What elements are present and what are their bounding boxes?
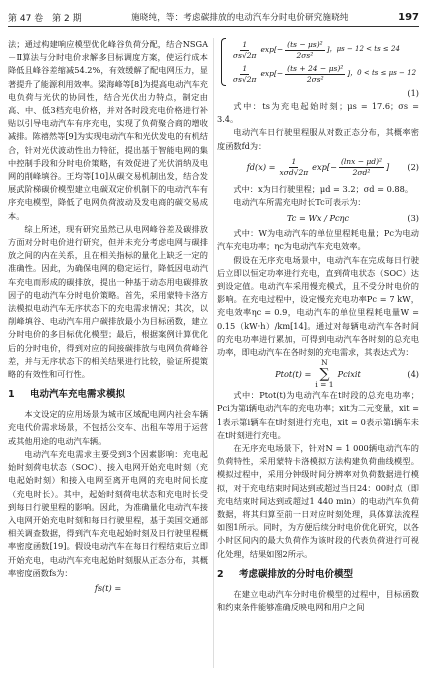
paragraph: 式中：x为日行驶里程；μd = 3.2；σd = 0.88。 [233, 183, 414, 194]
paragraph: 电动汽车所需充电时长Tc可表示为： [233, 197, 366, 208]
equation-1-number-row [217, 88, 419, 100]
section-heading-2 [217, 568, 419, 582]
paragraph: 式中：Ptot(t)为电动汽车在t时段的总充电功率；Pci为第i辆电动汽车的充电功率；xit为二元变量，xit = 1表示第i辆车在t时刻进行充电，xit = 0表示第i辆车未在t时刻进行充电。 [217, 390, 419, 440]
paragraph: 电动汽车充电需求主要受到3个因素影响：充电起始时刻荷电状态（SOC）、接入电网开始充电时刻（充电起始时刻）和接入电网至离开电网的充电时间长度（充电时长）。其中，起始时刻荷电状态和充电时长受到每日行驶里程的影响。因此，为准确量化电动汽车接入电网开始充电时刻和每日行驶里程，基于美国交通部相关调查数据，得到汽车充电起始时刻及日行驶里程概率密度函数[19]。假设电动汽车在每日行程结束后立即开始充电，电动汽车充电起始时刻服从正态分布，其概率密度函数fs为： [8, 448, 208, 578]
section-title: 考虑碳排放的分时电价模型 [239, 568, 354, 580]
fraction-denominator: σs√2π [233, 50, 257, 60]
section-number: 2 [217, 568, 224, 580]
piecewise-brace [221, 38, 416, 86]
fraction-numerator: (ts − μs)² [287, 39, 323, 49]
fraction-denominator: σs√2π [233, 74, 257, 84]
equation-lhs: fd(x) = [246, 162, 276, 173]
equation-lhs: fs(t) = [94, 582, 122, 593]
sum-upper-limit: N [321, 358, 328, 368]
paragraph: 式中：W为电动汽车的单位里程耗电量；Pc为电动汽车充电功率；ηc为电动汽车充电效率。 [217, 228, 419, 252]
equation-body: Pcixit [337, 368, 361, 379]
section-heading-1 [8, 388, 208, 402]
paragraph: 综上所述，现有研究虽然已从电网峰谷差及碳排放方面对分时电价进行研究，但并未充分考虑电网与碳排放之间的内在关系，且在相关指标的量化上缺乏一定的准确性。因此，为确保电网的稳定运行，降低因电动汽车充电而形成的碳排放，提出一种基于动态用电碳排放因子的电动汽车分时电价策略。首先，采用蒙特卡洛方法模拟电动汽车无序状态下的充电需求情况；其次，以削峰填谷、电动汽车用户碳排放最小为目标函数，建立分时电价的多目标优化模型；最后，根据案例计算优化后的分时电价，得到对应的间接碳排放与电网负荷峰谷差，并与无序状态下的相关结果进行比较，验证所提策略的有效性和可行性。 [8, 223, 208, 380]
fraction-denominator: 2σd² [352, 168, 371, 178]
fraction-numerator: (ts + 24 − μs)² [287, 63, 344, 73]
brace-symbol [221, 38, 226, 86]
fraction-numerator: (lnx − μd)² [340, 157, 382, 167]
sum-symbol: ∑ [319, 366, 330, 383]
equation-number: (3) [407, 212, 419, 223]
equation-condition: ，0 < ts ≤ μs − 12 [350, 69, 417, 78]
fraction-denominator: xσd√2π [279, 168, 309, 178]
equation-1-lhs [8, 582, 208, 595]
paragraph: 在无序充电场景下，针对N = 1 000辆电动汽车的负荷特性，采用蒙特卡洛模拟方法构建负荷曲线模型。模拟过程中，采用分钟级时间分辨率对负荷数据进行模拟，对于充电结束时间达到或超过当日24：00时点（即充电结束时间达到或超过1 440 min）的电动汽车负荷数据，将其归算至前一日对应时刻处理，具体算法流程如图1所示。同时，为方便后续分时电价优化研究，以各小时区间内的最大负荷作为该时段的代表负荷进行可视化处理，结果如图2所示。 [217, 443, 419, 559]
running-title: 施晓纯，等：考虑碳排放的电动汽车分时电价研究施晓纯 [131, 12, 349, 22]
paragraph: 在建立电动汽车分时电价模型的过程中，目标函数和约束条件能够准确反映电网和用户之间 [217, 588, 419, 613]
paragraph: 本文设定的应用场景为城市区域配电网内社会车辆充电代价需求场景，不包括公交车、出租车等用于运营或其他用途的电动汽车辆。 [8, 409, 208, 446]
paragraph: 式中：ts为充电起始时刻；μs = 17.6；σs = 3.4。 [217, 101, 419, 125]
equation-number: (1) [407, 88, 419, 99]
page-number: 197 [398, 11, 419, 23]
paragraph: 假设在无序充电场景中，电动汽车在完成每日行驶后立即以恒定功率进行充电，直到荷电状态（SOC）达到设定值。电动汽车采用慢充模式，且不受分时电价的影响。在充电过程中，设定慢充充电功率Pc = 7 kW，充电效率ηc = 0.9，电动汽车的单位里程耗电量W = 0.15（kW·h）/km[14]。通过对每辆电动汽车各时间的充电功率进行累加，可得到电动汽车各时刻的总充电功率，即电动汽车在各时刻的充电需求，其表达式为： [217, 254, 419, 358]
equation-number: (2) [407, 162, 419, 173]
equation-body: Tc = Wx / Pcηc [286, 212, 350, 223]
equation-number: (4) [407, 368, 419, 379]
equation-condition: ，μs − 12 < ts ≤ 24 [329, 45, 400, 54]
left-column [8, 38, 208, 595]
fraction-numerator: 1 [291, 157, 297, 167]
fraction-numerator: 1 [242, 63, 248, 73]
right-column [217, 38, 419, 614]
fraction-denominator: 2σs² [306, 74, 324, 84]
column-divider [213, 38, 214, 668]
running-header [8, 8, 419, 27]
fraction-denominator: 2σs² [296, 50, 314, 60]
equation-lhs: Ptot(t) = [275, 368, 312, 379]
equation-1 [217, 38, 423, 86]
paragraph: 法；通过构建响应模型优化峰谷负荷分配，结合NSGA－Ⅱ算法与分时电价求解多目标调度方案，使运行成本降低且峰谷差缩减54.2%，有效缓解了配电网压力，显著提升了能源利用效率。梁海峰等[8]为提高电动汽车充电负荷与光伏的协同性，结合光伏出力特点，制定由高、中、低3档充电价格，并对各时段充电价格进行补贴以引导电动汽车有序充电，实现了负荷聚合商的增收减排。陈禧然等[9]为实现电动汽车和光伏发电的有机结合，针对光伏波动性出力特征，提出基于智能电网的集中控制手段和分时电价策略，有效促进了光伏消纳及电网的削峰填谷。王均等[10]从碳交易机制出发，结合发展武阶梯碳价模型建立电碳双定价机制下的电动汽车有序充电模型，降低了电网负荷波动及发电商的碳交易成本。 [8, 39, 208, 221]
equation-3 [217, 209, 419, 227]
equation-row: $\frac{1}{\sigma s√2\pi}$ exp [− $\frac{\text{(ts + 24 − μs)²}}{\text{2σs²}}$ ] ，0 < ts ≤ μs − 12 [233, 63, 417, 84]
equation-row: $\frac{1}{\sigma s√2\pi}$ exp [− $\frac{\text{(ts − μs)²}}{\text{2σs²}}$ ] ，μs − 12 < ts ≤ 24 [233, 39, 400, 60]
equation-2: fd(x) = $\frac{1}{\text{xσd√2π}}$ exp [− $\frac{\text{(lnx − μd)²}}{\text{2σd²}}$ ] (2) [246, 157, 419, 178]
section-title: 电动汽车充电需求模拟 [30, 389, 126, 401]
paragraph: 电动汽车日行驶里程服从对数正态分布，其概率密度函数fd为： [217, 127, 419, 151]
fraction-numerator: 1 [242, 39, 248, 49]
section-number: 1 [8, 389, 15, 401]
sum-lower-limit: i = 1 [315, 380, 334, 390]
equation-4 [217, 359, 419, 389]
volume-issue: 第 47 卷 第 2 期 [8, 13, 82, 24]
